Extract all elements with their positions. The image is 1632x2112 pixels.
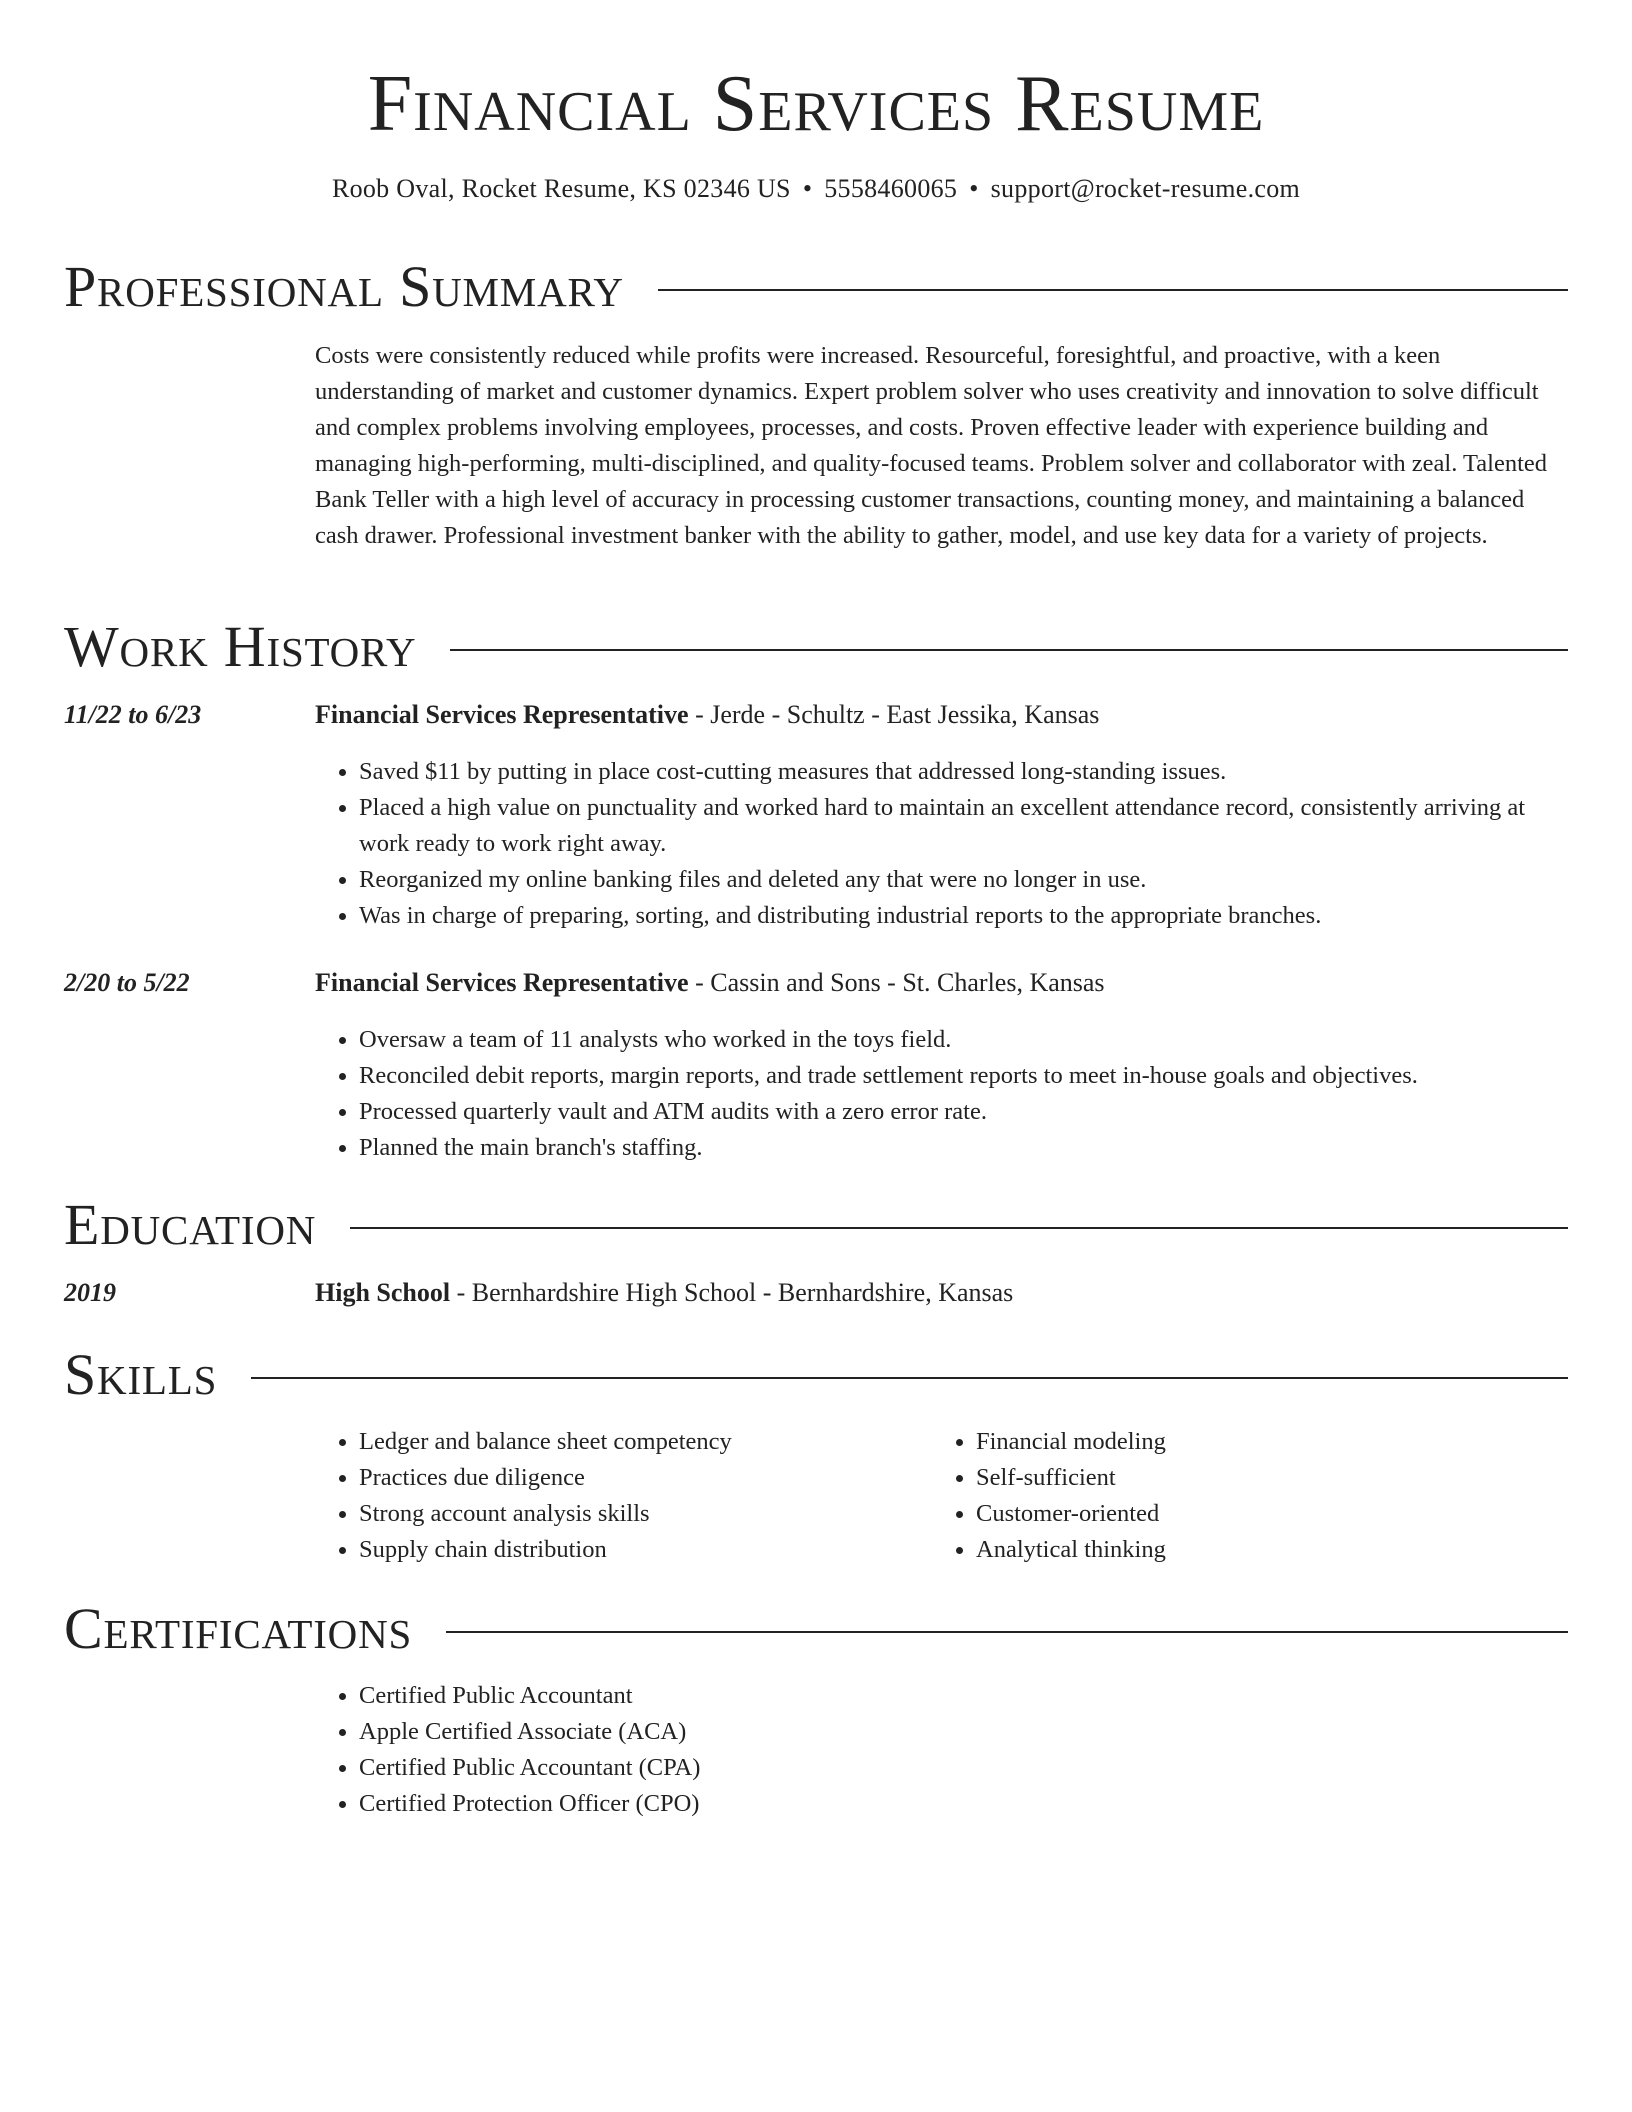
- job-heading: [315, 968, 1568, 998]
- section-header-skills: [64, 1342, 1568, 1407]
- certifications-list: [315, 1678, 1568, 1822]
- section-header-work: [64, 614, 1568, 679]
- section-title-certifications: Certifications: [64, 1596, 413, 1661]
- skill-item: • Supply chain distribution: [359, 1532, 919, 1568]
- contact-phone: 5558460065: [824, 174, 958, 203]
- skills-list-right: [932, 1424, 1568, 1568]
- list-item: • Was in charge of preparing, sorting, and distributing industrial reports to the appropriate branches.: [359, 898, 1568, 934]
- job-details: - Cassin and Sons - St. Charles, Kansas: [688, 968, 1105, 997]
- certification-item: • Apple Certified Associate (ACA): [359, 1714, 1568, 1750]
- contact-separator: •: [802, 174, 813, 203]
- education-year: 2019: [64, 1278, 116, 1307]
- contact-line: [0, 174, 1632, 204]
- list-item: • Saved $11 by putting in place cost-cutting measures that addressed long-standing issues.: [359, 754, 1568, 790]
- list-item: • Processed quarterly vault and ATM audits with a zero error rate.: [359, 1094, 1568, 1130]
- list-item: • Planned the main branch's staffing.: [359, 1130, 1568, 1166]
- section-header-education: [64, 1192, 1568, 1257]
- skill-item: • Analytical thinking: [976, 1532, 1568, 1568]
- section-title-skills: Skills: [64, 1342, 218, 1407]
- section-header-summary: [64, 254, 1568, 319]
- certification-item: • Certified Protection Officer (CPO): [359, 1786, 1568, 1822]
- contact-address: Roob Oval, Rocket Resume, KS 02346 US: [331, 174, 791, 203]
- section-title-education: Education: [64, 1192, 317, 1257]
- skill-item: • Strong account analysis skills: [359, 1496, 919, 1532]
- job-dates: 11/22 to 6/23: [64, 700, 202, 729]
- section-title-work: Work History: [64, 614, 417, 679]
- section-title-summary: Professional Summary: [64, 254, 624, 319]
- section-divider: [450, 649, 1568, 651]
- skills-list-left: [315, 1424, 919, 1568]
- job-details: - Jerde - Schultz - East Jessika, Kansas: [688, 700, 1100, 729]
- job-dates: 2/20 to 5/22: [64, 968, 190, 997]
- contact-separator: •: [969, 174, 979, 203]
- section-header-certifications: [64, 1596, 1568, 1661]
- skill-item: • Practices due diligence: [359, 1460, 919, 1496]
- summary-text: Costs were consistently reduced while profits were increased. Resourceful, foresightful, and proactive, with a keen understanding of market and customer dynamics. Expert problem solver who uses creativity and innovation to solve difficult and complex problems involving employees, processes, and costs. Proven effective leader with experience building and managing high-performing, multi-disciplined, and quality-focused teams. Problem solver and collaborator with zeal. Talented Bank Teller with a high level of accuracy in processing customer transactions, counting money, and maintaining a balanced cash drawer. Professional investment banker with the ability to gather, model, and use key data for a variety of projects.: [315, 342, 1548, 549]
- job-heading: [315, 700, 1568, 730]
- skill-item: • Customer-oriented: [976, 1496, 1568, 1532]
- section-divider: [446, 1631, 1568, 1633]
- education-details: - Bernhardshire High School - Bernhardshire, Kansas: [450, 1278, 1014, 1307]
- list-item: • Oversaw a team of 11 analysts who worked in the toys field.: [359, 1022, 1568, 1058]
- list-item: • Reorganized my online banking files and deleted any that were no longer in use.: [359, 862, 1568, 898]
- list-item: • Placed a high value on punctuality and worked hard to maintain an excellent attendance record, consistently arriving at work ready to work right away.: [359, 790, 1568, 862]
- list-item: • Reconciled debit reports, margin reports, and trade settlement reports to meet in-house goals and objectives.: [359, 1058, 1568, 1094]
- skill-item: • Self-sufficient: [976, 1460, 1568, 1496]
- section-divider: [658, 289, 1568, 291]
- skill-item: • Ledger and balance sheet competency: [359, 1424, 919, 1460]
- job-title: Financial Services Representative: [315, 700, 689, 729]
- certification-item: • Certified Public Accountant: [359, 1678, 1568, 1714]
- resume-title: Financial Services Resume: [367, 60, 1265, 148]
- skill-item: • Financial modeling: [976, 1424, 1568, 1460]
- certification-item: • Certified Public Accountant (CPA): [359, 1750, 1568, 1786]
- section-divider: [251, 1377, 1568, 1379]
- education-heading: [315, 1278, 1568, 1308]
- section-divider: [350, 1227, 1568, 1229]
- education-degree: High School: [315, 1278, 451, 1307]
- job-bullets: [315, 754, 1568, 934]
- job-title: Financial Services Representative: [315, 968, 689, 997]
- contact-email: support@rocket-resume.com: [990, 174, 1301, 203]
- job-bullets: [315, 1022, 1568, 1166]
